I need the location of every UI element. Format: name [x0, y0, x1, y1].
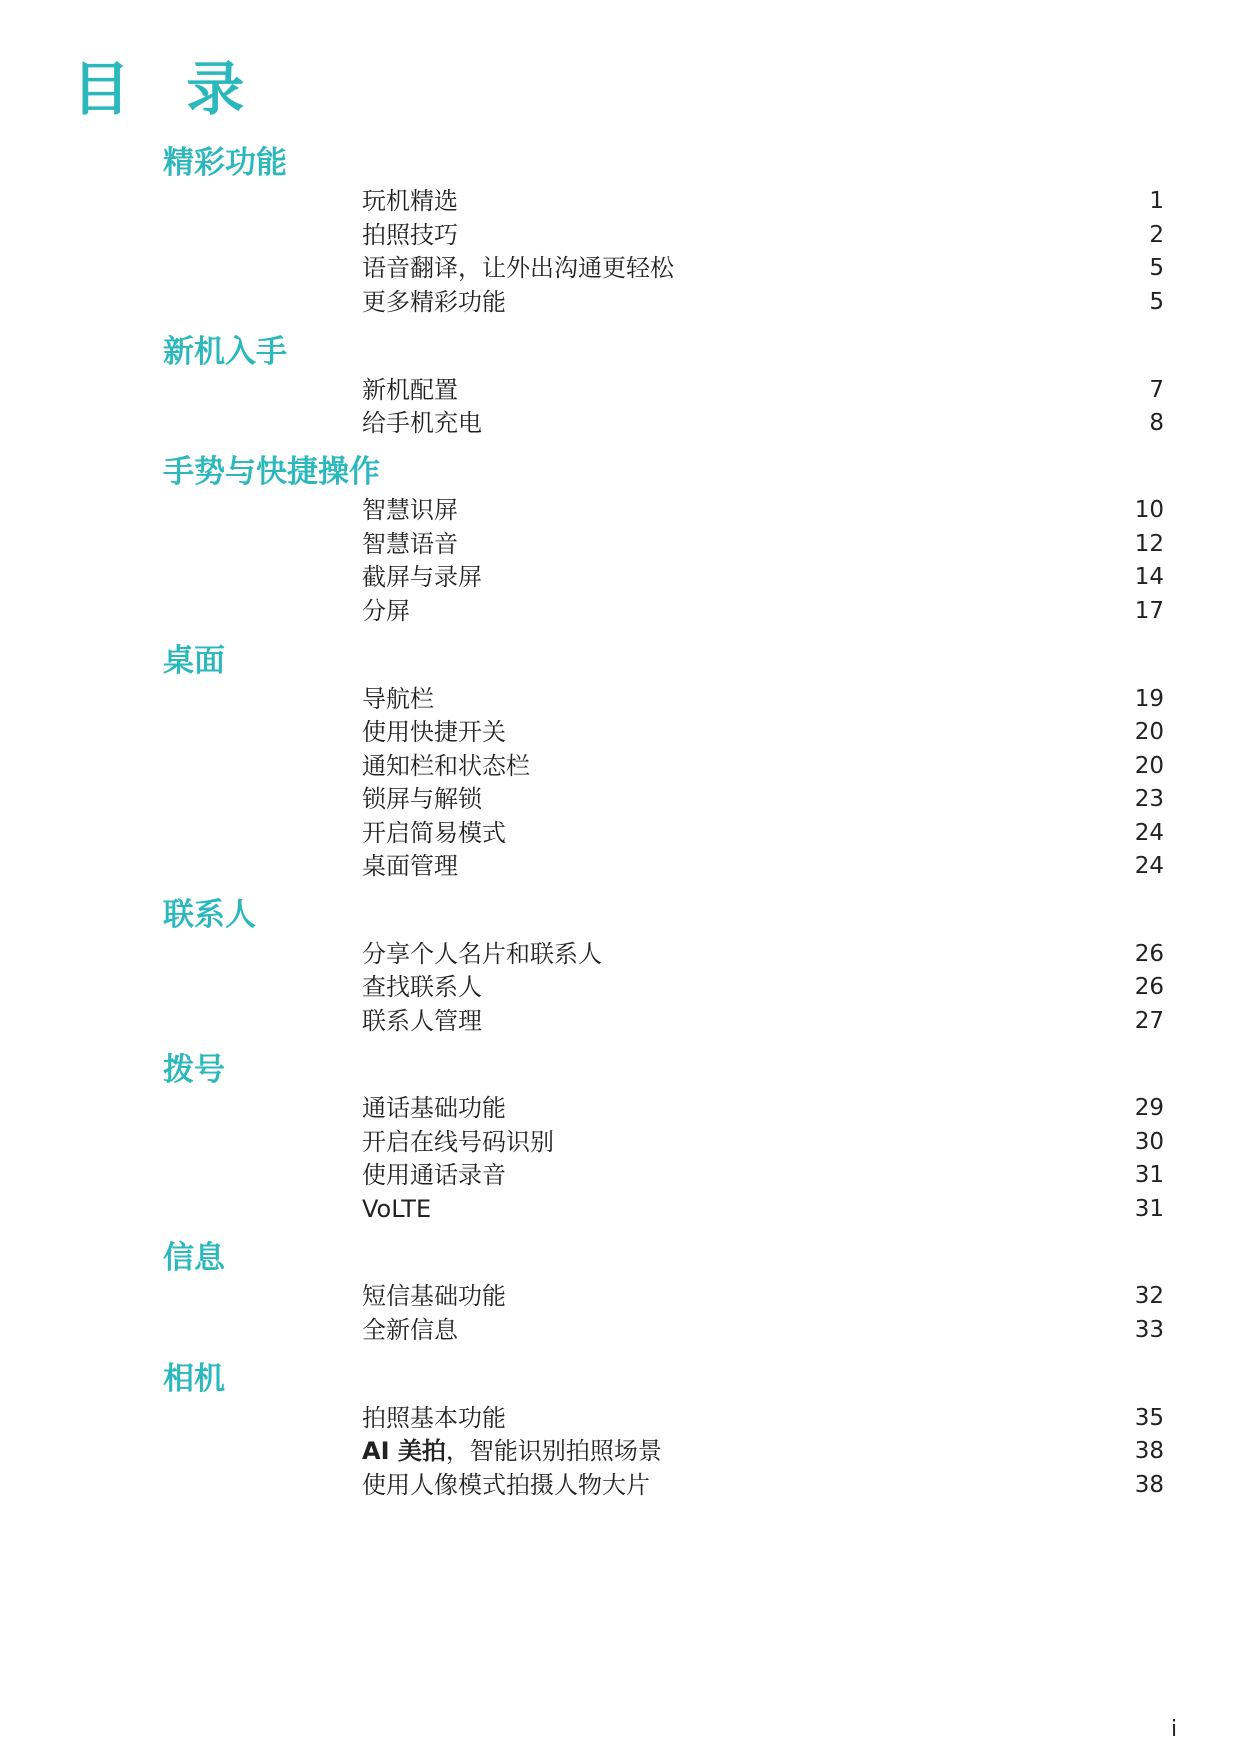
toc-entry-page: 33: [1134, 1317, 1164, 1343]
toc-entry[interactable]: [362, 970, 1164, 1004]
section-heading[interactable]: 手势与快捷操作: [163, 454, 380, 490]
toc-entry[interactable]: [362, 782, 1164, 816]
toc-entry[interactable]: [362, 1468, 1164, 1502]
toc-entry[interactable]: [362, 493, 1164, 527]
toc-entry-title: 短信基础功能: [362, 1282, 506, 1310]
toc-entry[interactable]: [362, 184, 1164, 218]
toc-entry-title: 新机配置: [362, 376, 458, 404]
toc-entry-title: 拍照基本功能: [362, 1404, 506, 1432]
toc-entry[interactable]: [362, 1091, 1164, 1125]
toc-entry-title: 给手机充电: [362, 409, 482, 437]
toc-entry[interactable]: [362, 1313, 1164, 1347]
toc-entry-title: 语音翻译，让外出沟通更轻松: [362, 254, 674, 282]
toc-entry-title: 分享个人名片和联系人: [362, 940, 602, 968]
section-heading[interactable]: 精彩功能: [163, 145, 287, 181]
toc-entry[interactable]: [362, 251, 1164, 285]
toc-entry-page: 12: [1134, 531, 1164, 557]
toc-entry-page: 19: [1134, 686, 1164, 712]
section-heading[interactable]: 信息: [163, 1240, 225, 1276]
toc-entry-title: 使用通话录音: [362, 1161, 506, 1189]
toc-entry-title: 拍照技巧: [362, 221, 458, 249]
toc-entry[interactable]: [362, 1125, 1164, 1159]
toc-entry-title: 更多精彩功能: [362, 288, 506, 316]
toc-entry-page: 26: [1134, 941, 1164, 967]
toc-entry[interactable]: [362, 406, 1164, 440]
toc-entry-page: 20: [1134, 753, 1164, 779]
toc-entry-title: 使用人像模式拍摄人物大片: [362, 1471, 650, 1499]
toc-entry[interactable]: [362, 715, 1164, 749]
toc-entry-title: 全新信息: [362, 1316, 458, 1344]
toc-entry-page: 31: [1134, 1162, 1164, 1188]
toc-entry[interactable]: [362, 373, 1164, 407]
toc-entry-page: 27: [1134, 1008, 1164, 1034]
section-heading[interactable]: 联系人: [163, 897, 256, 933]
toc-entry-title: 桌面管理: [362, 852, 458, 880]
toc-entry-page: 17: [1134, 598, 1164, 624]
toc-entry-page: 5: [1149, 255, 1164, 281]
toc-entry-page: 1: [1149, 188, 1164, 214]
section-heading[interactable]: 新机入手: [163, 334, 287, 370]
toc-entry[interactable]: [362, 816, 1164, 850]
toc-entry-page: 20: [1134, 719, 1164, 745]
section-heading[interactable]: 拨号: [163, 1052, 225, 1088]
page-title: 目 录: [72, 55, 263, 123]
toc-entry-title: 智慧语音: [362, 530, 458, 558]
toc-entry-title: 通话基础功能: [362, 1094, 506, 1122]
toc-entry[interactable]: [362, 749, 1164, 783]
toc-entry[interactable]: [362, 285, 1164, 319]
toc-entry-page: 26: [1134, 974, 1164, 1000]
toc-entry-title: 智慧识屏: [362, 496, 458, 524]
toc-entry-page: 38: [1134, 1472, 1164, 1498]
toc-entry-page: 5: [1149, 289, 1164, 315]
toc-entry-title: [362, 1434, 662, 1468]
toc-entry-title: 开启简易模式: [362, 819, 506, 847]
toc-entry[interactable]: [362, 594, 1164, 628]
section-heading[interactable]: 桌面: [163, 643, 225, 679]
toc-entry-title: 使用快捷开关: [362, 718, 506, 746]
toc-entry-page: 14: [1134, 564, 1164, 590]
section-heading[interactable]: 相机: [163, 1361, 225, 1397]
toc-entry[interactable]: [362, 560, 1164, 594]
toc-entry-page: 8: [1149, 410, 1164, 436]
toc-entry-title: 通知栏和状态栏: [362, 752, 530, 780]
toc-entry[interactable]: [362, 218, 1164, 252]
toc-entry-title-rest: ，智能识别拍照场景: [445, 1437, 662, 1465]
toc-entry-title: VoLTE: [362, 1195, 432, 1223]
toc-entry[interactable]: [362, 1158, 1164, 1192]
footer-page-number: i: [1171, 1717, 1178, 1742]
toc-entry[interactable]: [362, 1434, 1164, 1468]
toc-entry-page: 35: [1134, 1405, 1164, 1431]
toc-entry-page: 31: [1134, 1196, 1164, 1222]
toc-entry-title: 开启在线号码识别: [362, 1128, 554, 1156]
toc-entry-page: 24: [1134, 820, 1164, 846]
toc-entry[interactable]: [362, 849, 1164, 883]
toc-entry[interactable]: [362, 1004, 1164, 1038]
toc-entry-page: 2: [1149, 222, 1164, 248]
toc-entry[interactable]: [362, 682, 1164, 716]
toc-entry-page: 23: [1134, 786, 1164, 812]
toc-entry[interactable]: [362, 937, 1164, 971]
toc-entry-title: 锁屏与解锁: [362, 785, 482, 813]
toc-entry-page: 38: [1134, 1438, 1164, 1464]
toc-entry-page: 10: [1134, 497, 1164, 523]
toc-entry[interactable]: [362, 1192, 1164, 1226]
toc-entry[interactable]: [362, 1401, 1164, 1435]
toc-entry-title: 导航栏: [362, 685, 434, 713]
toc-entry-page: 7: [1149, 377, 1164, 403]
toc-entry[interactable]: [362, 1279, 1164, 1313]
toc-entry-page: 29: [1134, 1095, 1164, 1121]
toc-entry-title: 截屏与录屏: [362, 563, 482, 591]
toc-entry-title: 玩机精选: [362, 187, 458, 215]
toc-entry-title-bold: AI 美拍: [362, 1437, 446, 1465]
toc-entry-page: 24: [1134, 853, 1164, 879]
toc-entry-title: 查找联系人: [362, 973, 482, 1001]
toc-entry-title: 联系人管理: [362, 1007, 482, 1035]
toc-entry[interactable]: [362, 527, 1164, 561]
toc-entry-title: 分屏: [362, 597, 410, 625]
toc-entry-page: 30: [1134, 1129, 1164, 1155]
toc-entry-page: 32: [1134, 1283, 1164, 1309]
